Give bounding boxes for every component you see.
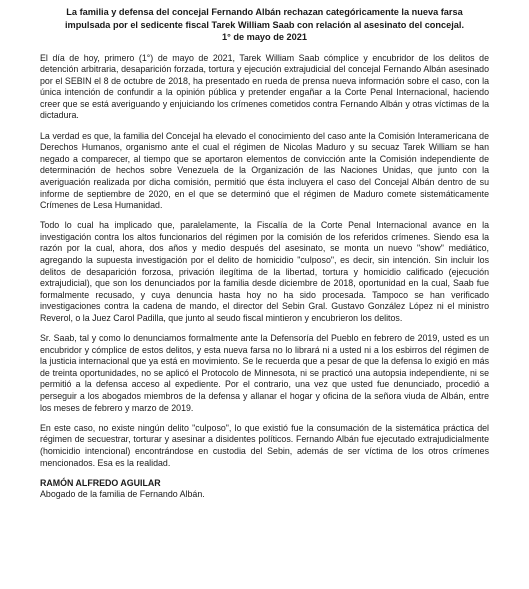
paragraph-5: En este caso, no existe ningún delito "culposo", lo que existió fue la consumación de la sistemática práctica del régimen de secuestrar, torturar y asesinar a disidentes políticos. Fernando Albán fue ejecutado extrajudicialmente (homicidio intencional) encontrándose en custodia del Sebin, además de ser víctima de los otros crímenes mencionados. Esa es la realidad. — [40, 422, 489, 468]
signature-role: Abogado de la familia de Fernando Albán. — [40, 489, 205, 500]
paragraph-1: El día de hoy, primero (1°) de mayo de 2021, Tarek William Saab cómplice y encubridor de los delitos de detención arbitraria, desaparición forzada, tortura y ejecución extrajudicial del concejal Fernando Albán asesinado por el SEBIN el 8 de octubre de 2018, ha presentado en rueda de prensa nueva información sobre el caso, con la única intención de confundir a la opinión pública y pretender engañar a la Corte Penal Internacional, haciendo creer que se está averiguando y enjuiciando los crímenes cometidos contra Fernando Albán y otras víctimas de la dictadura. — [40, 52, 489, 121]
signature-name: RAMÓN ALFREDO AGUILAR — [40, 477, 161, 488]
title-line-2: impulsada por el sedicente fiscal Tarek William Saab con relación al asesinato del concejal. — [64, 19, 465, 30]
title-date: 1° de mayo de 2021 — [222, 32, 307, 42]
signature-block — [40, 478, 489, 501]
title-line-1: La familia y defensa del concejal Fernando Albán rechazan categóricamente la nueva farsa — [66, 7, 463, 17]
paragraph-3: Todo lo cual ha implicado que, paralelamente, la Fiscalía de la Corte Penal Internacional avance en la investigación contra los altos funcionarios del régimen por la comisión de los referidos crímenes. Siendo esa la razón por la cual, ahora, dos años y medio después del asesinato, se monta un nuevo "show" mediático, agregando la supuesta investigación por el delito de homicidio "culposo", es decir, sin intención. Sin incluir los delitos de desaparición forzosa, privación ilegítima de la libertad, tortura y homicidio calificado (ejecución extrajudicial), que son los denunciados por la familia desde diciembre de 2018, oportunidad en la cual, Saab fue formalmente recusado, y cuya denuncia hasta hoy no ha sido procesada. Tampoco se han verificado investigaciones contra la cadena de mando, el director del Sebin Gral. Gustavo González López ni el ministro Reverol, o la Juez Carol Padilla, que junto al seudo fiscal mintieron y encubrieron los delitos. — [40, 220, 489, 323]
paragraph-2: La verdad es que, la familia del Concejal ha elevado el conocimiento del caso ante la Comisión Interamericana de Derechos Humanos, organismo ante el cual el régimen de Nicolas Maduro y su secuaz Tarek William se han negado a comparecer, al tiempo que se aportaron elementos de convicción ante la Comisión independiente de determinación de hechos sobre Venezuela de la Organización de las Naciones Unidas, que junto con la averiguación realizada por dicha comisión, permitió que ésta incluyera el caso del Concejal Albán dentro de su informe de septiembre de 2020, en el que se determinó que el régimen de Maduro comete sistemáticamente Crímenes de Lesa Humanidad. — [40, 130, 489, 211]
document-title — [40, 6, 489, 44]
paragraph-4: Sr. Saab, tal y como lo denunciamos formalmente ante la Defensoría del Pueblo en febrero de 2019, usted es un encubridor y cómplice de estos delitos, y esta nueva farsa no lo librará ni a usted ni a los esbirros del régimen de la justicia internacional que ya está en movimiento. Se le recuerda que a pesar de que la defensa lo exigió en más de treinta oportunidades, no se aplicó el Protocolo de Minnesota, ni se practicó una autopsia independiente, ni se permitió a la defensa acceso al expediente. Por el contrario, una vez que usted fue denunciado, procedió a perseguir a los abogados miembros de la defensa y allanar el hogar y oficina de la señora viuda de Albán, entre los meses de febrero y marzo de 2019. — [40, 333, 489, 413]
